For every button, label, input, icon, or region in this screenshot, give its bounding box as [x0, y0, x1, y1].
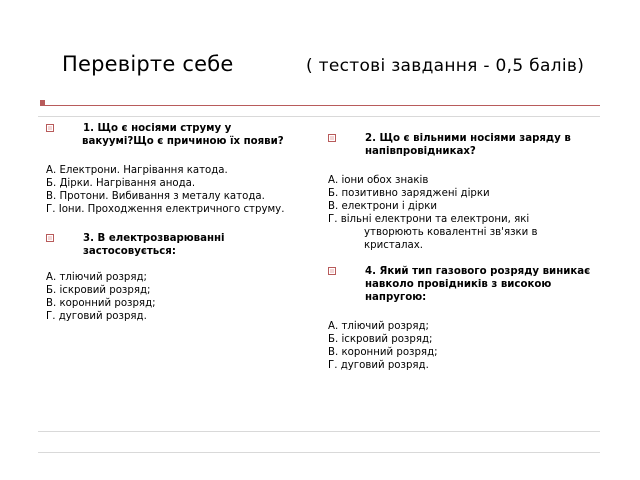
answer-item: Б. іскровий розряд; [46, 285, 151, 296]
question-3-text: 3. В електрозварюванні застосовується: [83, 233, 225, 257]
answer-item [328, 213, 598, 252]
question-1 [46, 122, 316, 148]
slide-title: Перевірте себе [62, 52, 234, 76]
answer-item: Г. Іони. Проходження електричного струму. [46, 204, 285, 215]
answer-item: А. тліючий розряд; [328, 321, 429, 332]
answer-item: В. Протони. Вибивання з металу катода. [46, 191, 265, 202]
answer-item: В. коронний розряд; [328, 347, 438, 358]
bullet-icon [328, 134, 336, 142]
question-1-line1: 1. Що є носіями струму у [83, 123, 232, 134]
question-4-text: 4. Який тип газового розряду виникає навколо провідників з високою напругою: [365, 266, 591, 303]
answer-item: А. Електрони. Нагрівання катода. [46, 165, 228, 176]
right-column [328, 132, 598, 372]
answer-item: Г. дуговий розряд. [328, 360, 429, 371]
bullet-icon [46, 234, 54, 242]
answer-g-continuation: утворюють ковалентні зв'язки в кристалах. [364, 227, 538, 251]
bullet-icon [46, 124, 54, 132]
answer-item: А. тліючий розряд; [46, 272, 147, 283]
answer-item: Г. дуговий розряд. [46, 311, 147, 322]
answer-item: А. іони обох знаків [328, 175, 429, 186]
answer-g-text: Г. вільні електрони та електрони, які [328, 214, 530, 225]
answer-item: Б. позитивно заряджені дірки [328, 188, 490, 199]
answer-item: В. коронний розряд; [46, 298, 156, 309]
table-line [38, 452, 600, 453]
left-column [46, 122, 316, 323]
question-2 [328, 132, 598, 158]
table-line [38, 116, 600, 117]
slide-subtitle: ( тестові завдання - 0,5 балів) [306, 56, 585, 76]
table-line [38, 431, 600, 432]
bullet-icon [328, 267, 336, 275]
question-1-line2: вакуумі?Що є причиною їх появи? [82, 136, 284, 147]
question-2-text: 2. Що є вільними носіями заряду в напівпровідниках? [365, 133, 571, 157]
title-rule [40, 105, 600, 106]
question-4 [328, 265, 598, 304]
answer-item: Б. іскровий розряд; [328, 334, 433, 345]
question-3 [46, 232, 316, 258]
answer-item: Б. Дірки. Нагрівання анода. [46, 178, 196, 189]
answer-item: В. електрони і дірки [328, 201, 438, 212]
